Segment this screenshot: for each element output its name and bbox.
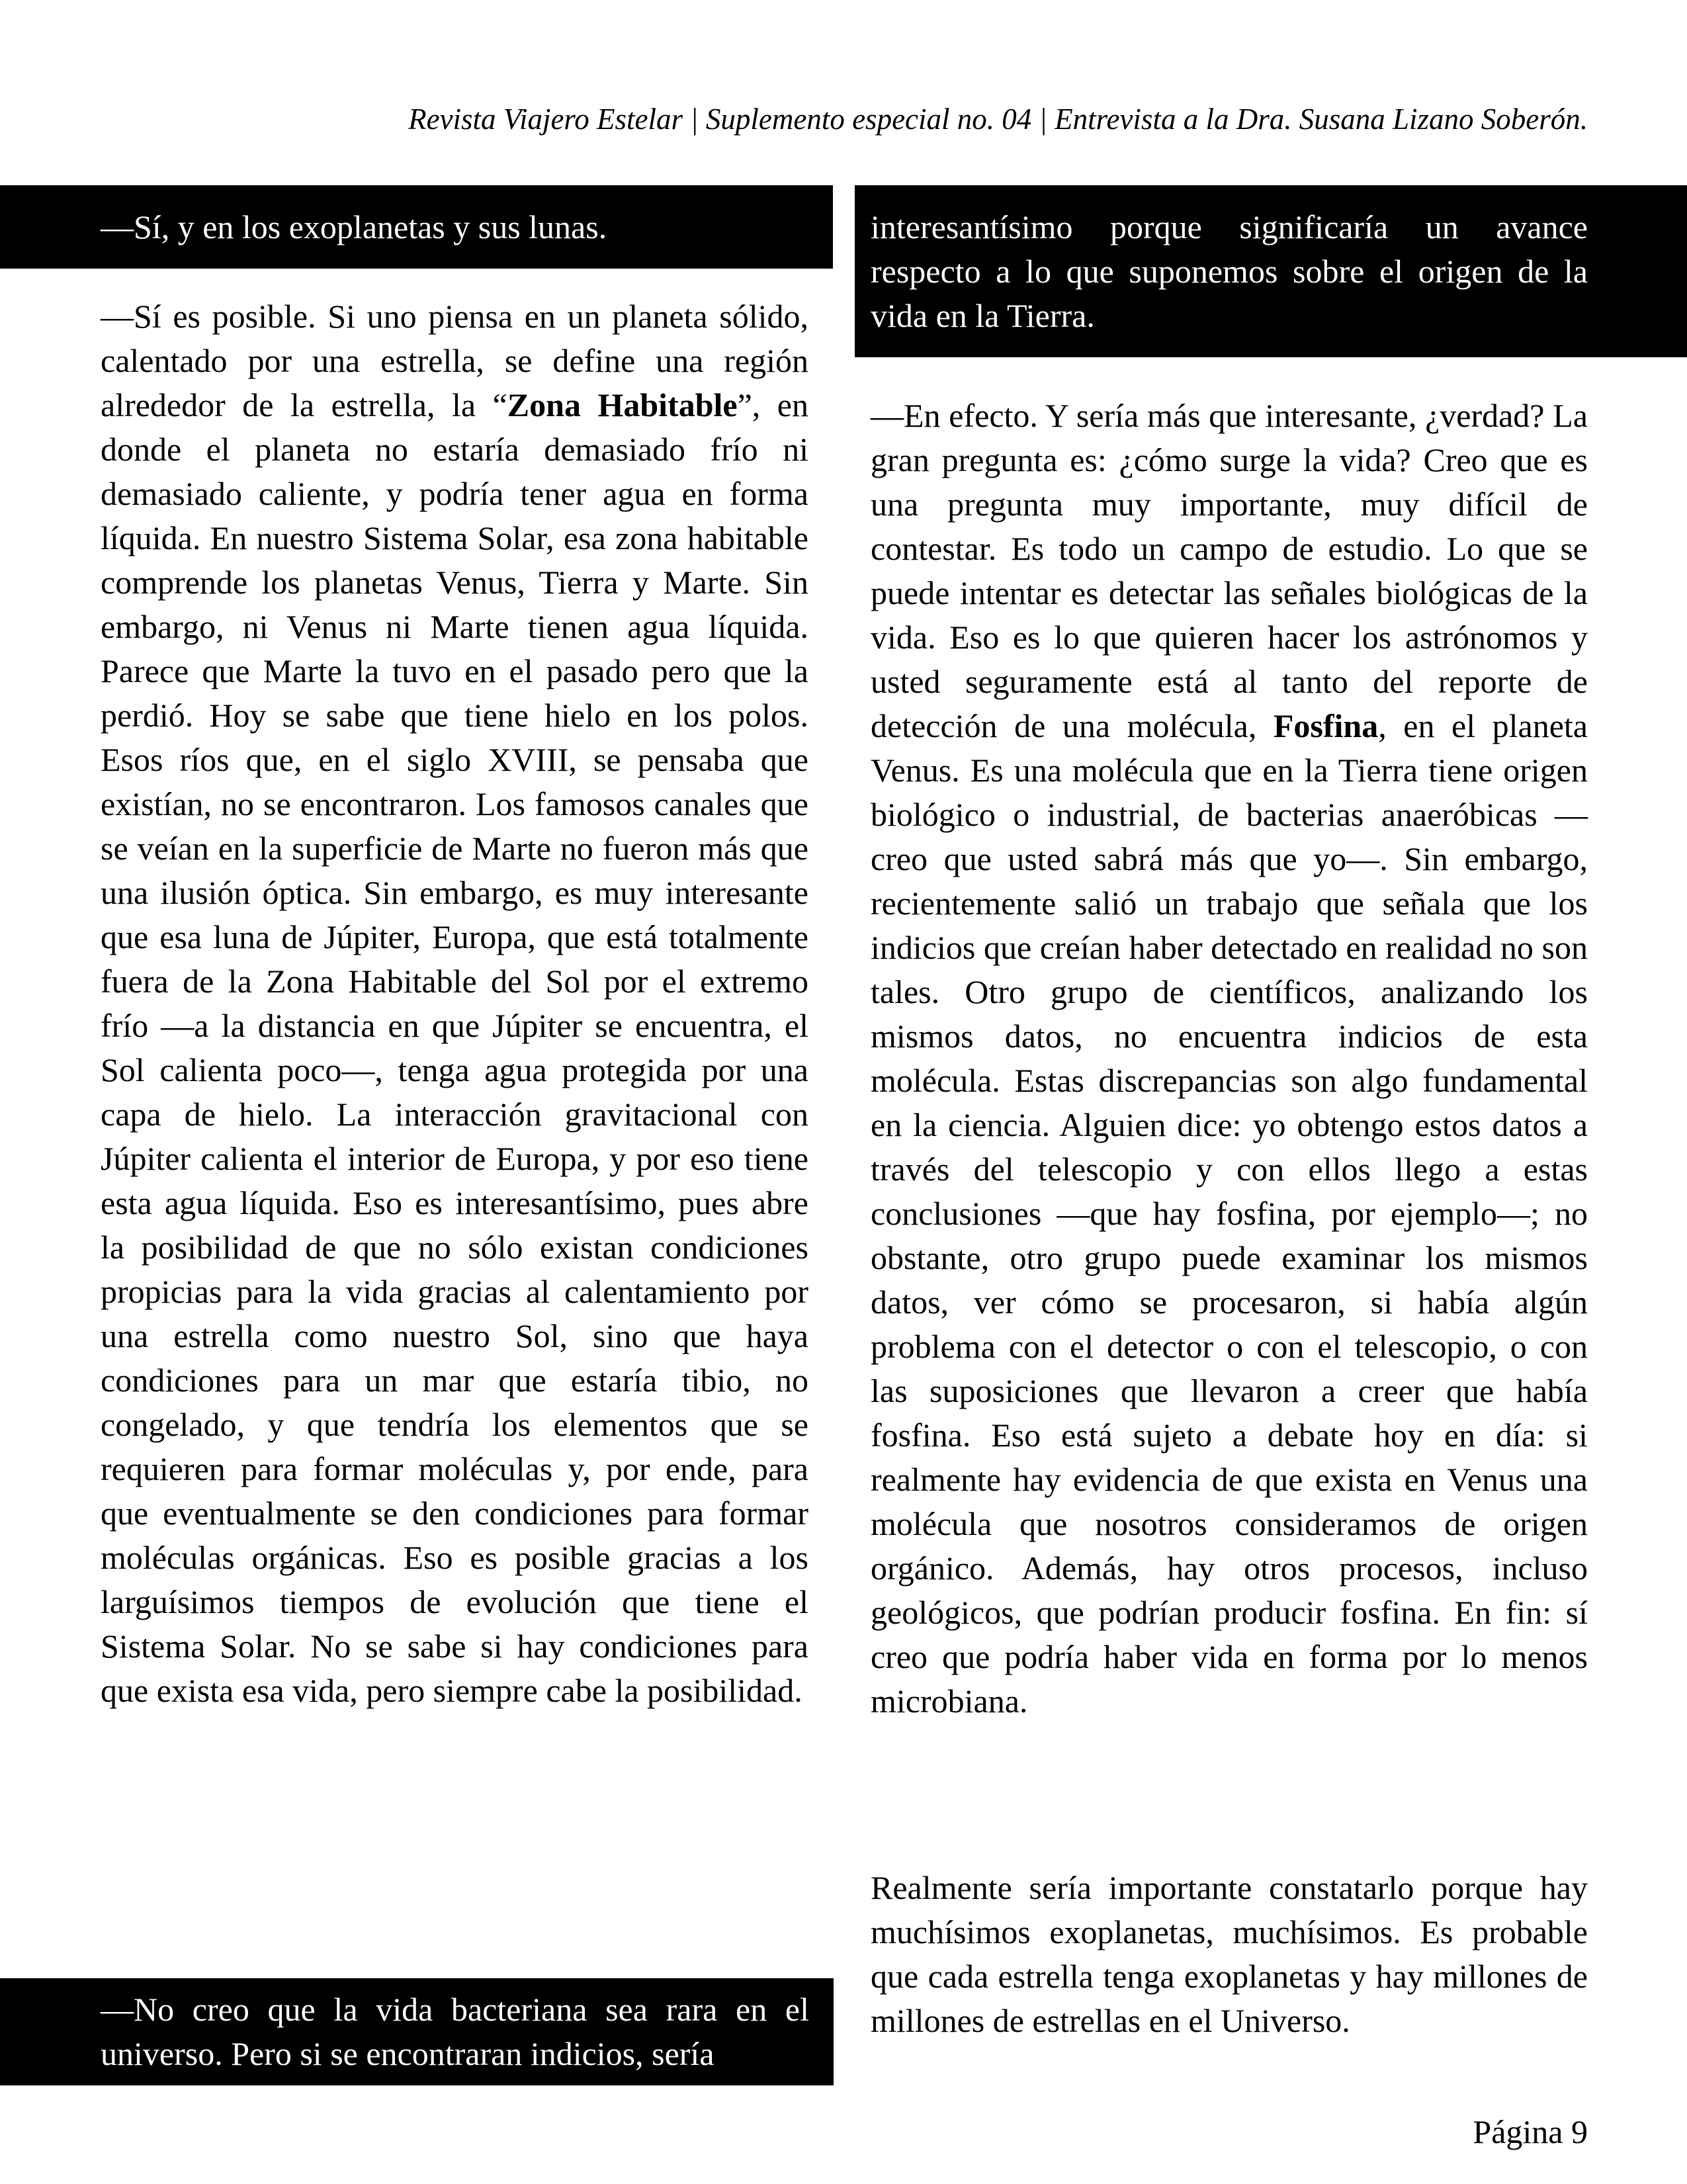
page-number: Página 9 — [1473, 2113, 1588, 2150]
pull-quote-question-top-left-text: —Sí, y en los exoplanetas y sus lunas. — [101, 208, 607, 245]
pull-quote-question-top-right-text: interesantísimo porque significaría un avance respecto a lo que suponemos sobre el origen de la vida en la Tierra. — [871, 208, 1588, 334]
answer-paragraph-left-column: —Sí es posible. Si uno piensa en un planeta sólido, calentado por una estrella, se define una región alrededor de la estrella, la “Zona Habitable”, en donde el planeta no estaría demasiado frío ni demasiado caliente, y podría tener agua en forma líquida. En nuestro Sistema Solar, esa zona habitable comprende los planetas Venus, Tierra y Marte. Sin embargo, ni Venus ni Marte tienen agua líquida. Parece que Marte la tuvo en el pasado pero que la perdió. Hoy se sabe que tiene hielo en los polos. Esos ríos que, en el siglo XVIII, se pensaba que existían, no se encontraron. Los famosos canales que se veían en la superficie de Marte no fueron más que una ilusión óptica. Sin embargo, es muy interesante que esa luna de Júpiter, Europa, que está totalmente fuera de la Zona Habitable del Sol por el extremo frío —a la distancia en que Júpiter se encuentra, el Sol calienta poco—, tenga agua protegida por una capa de hielo. La interacción gravitacional con Júpiter calienta el interior de Europa, y por eso tiene esta agua líquida. Eso es interesantísimo, pues abre la posibilidad de que no sólo existan condiciones propicias para la vida gracias al calentamiento por una estrella como nuestro Sol, sino que haya condiciones para un mar que estaría tibio, no congelado, y que tendría los elementos que se requieren para formar moléculas y, por ende, para que eventualmente se den condiciones para formar moléculas orgánicas. Eso es posible gracias a los larguísimos tiempos de evolución que tiene el Sistema Solar. No se sabe si hay condiciones para que exista esa vida, pero siempre cabe la posibilidad. — [101, 298, 808, 1709]
closing-paragraph-right-column: Realmente sería importante constatarlo porque hay muchísimos exoplanetas, muchísimos. Es probable que cada estrella tenga exoplanetas y hay millones de millones de estrellas en el Universo. — [871, 1869, 1588, 2039]
pull-quote-question-top-left — [0, 185, 833, 269]
pull-quote-question-top-right — [855, 185, 1687, 357]
page-header: Revista Viajero Estelar | Suplemento especial no. 04 | Entrevista a la Dra. Susana Lizano Soberón. — [408, 103, 1588, 136]
pull-quote-question-bottom-left-text: —No creo que la vida bacteriana sea rara en el universo. Pero si se encontraran indicios, sería — [101, 1991, 809, 2072]
pull-quote-question-bottom-left — [0, 1978, 834, 2085]
answer-paragraph-right-column: —En efecto. Y sería más que interesante, ¿verdad? La gran pregunta es: ¿cómo surge la vida? Creo que es una pregunta muy importante, muy difícil de contestar. Es todo un campo de estudio. Lo que se puede intentar es detectar las señales biológicas de la vida. Eso es lo que quieren hacer los astrónomos y usted seguramente está al tanto del reporte de detección de una molécula, Fosfina, en el planeta Venus. Es una molécula que en la Tierra tiene origen biológico o industrial, de bacterias anaeróbicas —creo que usted sabrá más que yo—. Sin embargo, recientemente salió un trabajo que señala que los indicios que creían haber detectado en realidad no son tales. Otro grupo de científicos, analizando los mismos datos, no encuentra indicios de esta molécula. Estas discrepancias son algo fundamental en la ciencia. Alguien dice: yo obtengo estos datos a través del telescopio y con ellos llego a estas conclusiones —que hay fosfina, por ejemplo—; no obstante, otro grupo puede examinar los mismos datos, ver cómo se procesaron, si había algún problema con el detector o con el telescopio, o con las suposiciones que llevaron a creer que había fosfina. Eso está sujeto a debate hoy en día: si realmente hay evidencia de que exista en Venus una molécula que nosotros consideramos de origen orgánico. Además, hay otros procesos, incluso geológicos, que podrían producir fosfina. En fin: sí creo que podría haber vida en forma por lo menos microbiana. — [871, 397, 1588, 1720]
